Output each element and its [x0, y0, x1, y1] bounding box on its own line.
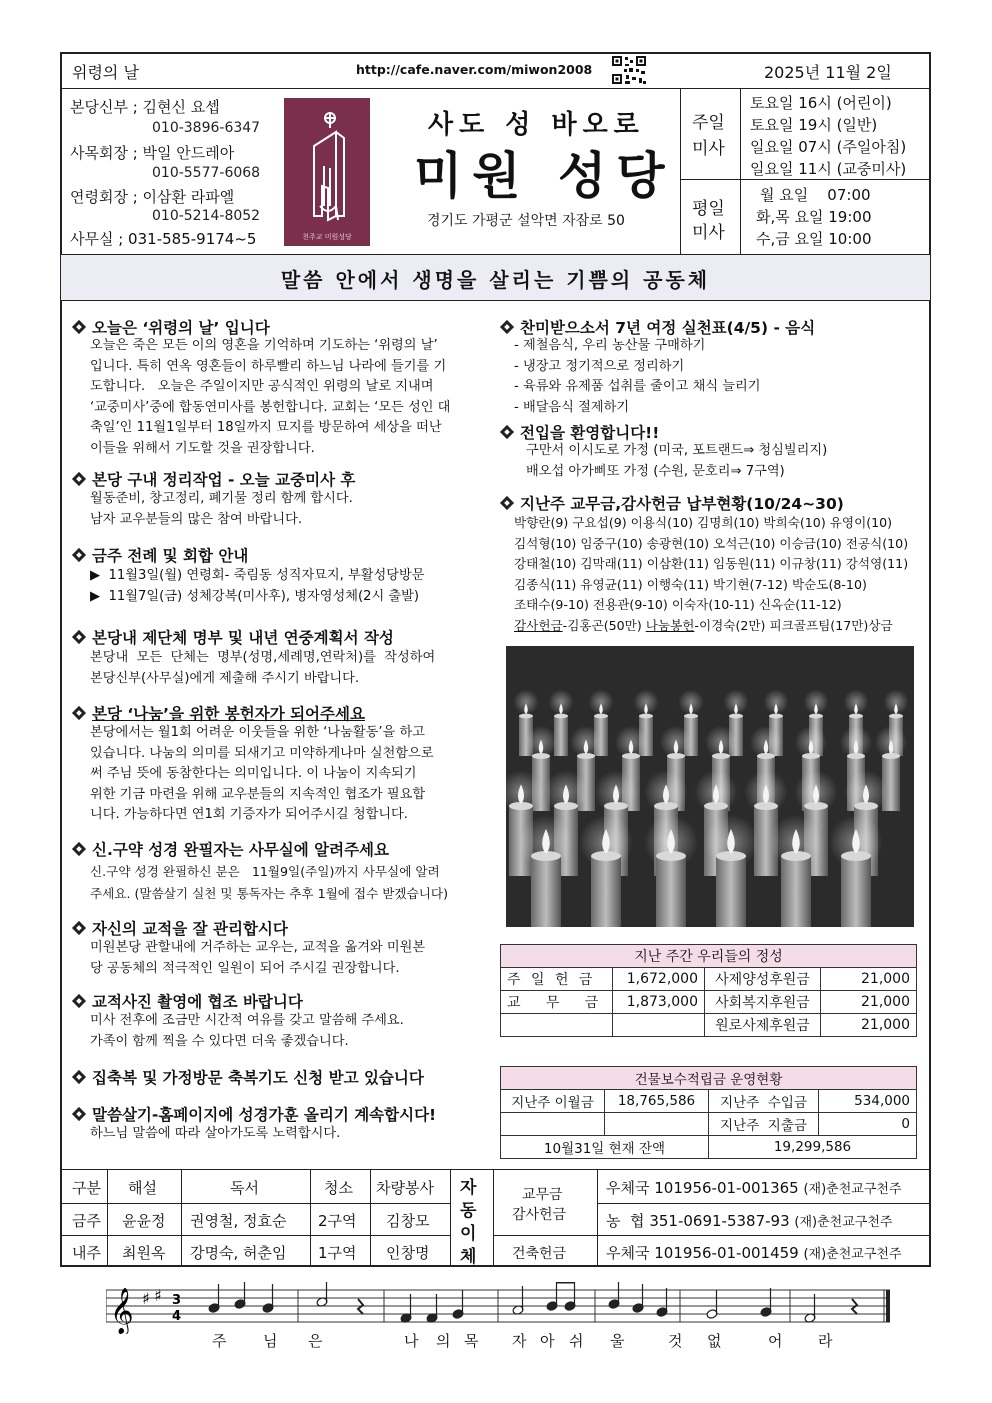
diamond-bullet-icon	[72, 630, 86, 644]
lyric-syllable: 아	[540, 1332, 555, 1350]
lyric-syllable: 라	[818, 1332, 833, 1350]
duty-header: 독서	[230, 1179, 259, 1197]
section-body: 구만서 이시도로 가정 (미국, 포트랜드⇒ 청심빌리지) 배오섭 아가삐또 가정 (수원, 문호리⇒ 7구역)	[526, 443, 828, 479]
candle-icon	[531, 856, 561, 927]
duty-cell: 권영철, 정효순	[190, 1212, 287, 1230]
table-row: 교 무 금 1,873,000 사회복지후원금 21,000	[501, 991, 917, 1014]
lyric-syllable: 울	[610, 1332, 625, 1350]
diamond-bullet-icon	[72, 921, 86, 935]
bulletin-date: 2025년 11월 2일	[764, 63, 892, 82]
offering-table	[500, 944, 917, 1037]
lyric-syllable: 쉬	[569, 1332, 584, 1350]
divider	[680, 88, 681, 254]
duty-cell: 윤윤정	[122, 1212, 166, 1230]
church-address: 경기도 가평군 설악면 자잠로 50	[427, 213, 625, 229]
qr-code-icon	[611, 55, 647, 85]
section-body: 하느님 말씀에 따라 살아가도록 노력합시다.	[90, 1126, 341, 1141]
duty-cell: 1구역	[318, 1244, 357, 1262]
table-row: 원로사제후원금 21,000	[501, 1014, 917, 1037]
table-row: 주 일 헌 금 1,672,000 사제양성후원금 21,000	[501, 968, 917, 991]
section-title: 지난주 교무금,감사헌금 납부현황(10/24~30)	[502, 492, 844, 514]
banner-motto: 말씀 안에서 생명을 살리는 기쁨의 공동체	[280, 268, 711, 292]
contact-pastor-phone: 010-3896-6347	[152, 120, 261, 136]
auto-transfer-label: 자	[460, 1178, 477, 1198]
divider	[61, 300, 930, 301]
lyric-syllable: 어	[768, 1332, 783, 1350]
cafe-url[interactable]: http://cafe.naver.com/miwon2008	[356, 62, 593, 77]
time-signature-top: 3	[172, 1293, 182, 1308]
diamond-bullet-icon	[72, 842, 86, 856]
account-row: 농 협 351-0691-5387-93 (재)춘천교구천주	[606, 1212, 893, 1230]
section-body: 월동준비, 창고정리, 폐기물 정리 함께 합시다. 남자 교우분들의 많은 참여 바랍니다.	[90, 491, 353, 527]
sharp-icon: ♯	[154, 1286, 162, 1305]
candle-icon	[591, 856, 621, 927]
lyric-syllable: 은	[308, 1332, 323, 1350]
divider	[61, 1203, 450, 1204]
contact-office: 사무실 ; 031-585-9174~5	[70, 230, 257, 248]
candle-icon	[716, 856, 746, 927]
diamond-bullet-icon	[500, 496, 514, 510]
section-title: 본당내 제단체 명부 및 내년 연중계획서 작성	[74, 626, 394, 648]
contact-council-phone: 010-5577-6068	[152, 165, 261, 181]
diamond-bullet-icon	[72, 548, 86, 562]
weekday-mass-label: 미사	[692, 223, 725, 243]
section-body: 미사 전후에 조금만 시간적 여유를 갖고 말씀해 주세요. 가족이 함께 찍을 수 있다면 더욱 좋겠습니다.	[90, 1013, 404, 1049]
church-emblem	[284, 98, 370, 246]
lyric-syllable: 것	[668, 1332, 683, 1350]
diamond-bullet-icon	[72, 994, 86, 1008]
auto-transfer-label: 동	[460, 1201, 477, 1221]
lyric-syllable: 자	[512, 1332, 527, 1350]
candle-icon	[781, 856, 811, 927]
account-row: 우체국 101956-01-001459 (재)춘천교구천주	[606, 1244, 902, 1262]
section-body: 본당내 모든 단체는 명부(성명,세례명,연락처)를 작성하여 본당신부(사무실)에게 제출해 주시기 바랍니다.	[90, 650, 436, 686]
section-title: 금주 전례 및 회합 안내	[74, 544, 248, 566]
duty-header: 해설	[128, 1179, 157, 1197]
account-label: 감사헌금	[512, 1207, 567, 1223]
divider	[370, 1169, 371, 1266]
candles-image	[506, 646, 914, 927]
sunday-mass-time: 토요일 19시 (일반)	[750, 116, 878, 134]
section-body: 본당에서는 월1회 어려운 이웃들을 위한 ‘나눔활동’을 하고 있습니다. 나눔의 의미를 되새기고 미약하게나마 실천함으로 써 주님 뜻에 동참한다는 의미입니다. 이 나눔이 지속되기 위한 기금 마련을 위해 교우분들의 지속적인 협조가 필요합 니다. 가능하다면 연1회 기증자가 되어주시길 청합니다.	[90, 725, 434, 822]
section-title: 본당 ‘나눔’을 위한 봉헌자가 되어주세요	[74, 702, 365, 724]
divider	[680, 179, 930, 180]
contact-council-president: 사목회장 ; 박일 안드레아	[70, 144, 235, 162]
duty-cell: 강명숙, 허춘임	[190, 1244, 287, 1262]
candle-icon	[656, 856, 686, 927]
divider	[597, 1169, 598, 1266]
divider	[61, 1169, 930, 1170]
sunday-mass-time: 일요일 11시 (교중미사)	[750, 160, 907, 178]
divider	[181, 1169, 182, 1266]
lyric-syllable: 없	[707, 1332, 722, 1350]
account-label: 교무금	[522, 1187, 563, 1203]
section-title: 본당 구내 정리작업 - 오늘 교중미사 후	[74, 468, 355, 490]
church-name: 미원 성당	[414, 146, 675, 205]
time-signature-bottom: 4	[172, 1309, 182, 1324]
weekday-mass-label: 평일	[692, 199, 725, 219]
emblem-caption: 천주교 미원성당	[302, 233, 352, 241]
lyric-syllable: 주	[212, 1332, 227, 1350]
duty-cell: 내주	[72, 1244, 101, 1262]
section-title: 말씀살기-홈페이지에 성경가훈 올리기 계속합시다!	[74, 1103, 436, 1125]
divider	[740, 88, 741, 254]
duty-cell: 김창모	[386, 1212, 430, 1230]
building-table-title: 건물보수적립금 운영현황	[501, 1067, 917, 1090]
candle-icon	[554, 716, 568, 756]
section-body: 신.구약 성경 완필하신 분은 11월9일(주일)까지 사무실에 알려 주세요. (말씀살기 실천 및 통독자는 추후 1월에 접수 받겠습니다)	[90, 864, 449, 901]
candle-icon	[841, 856, 871, 927]
section-body: - 제철음식, 우리 농산물 구매하기 - 냉장고 정기적으로 정리하기 - 육류와 유제품 섭취를 줄이고 채식 늘리기 - 배달음식 절제하기	[514, 338, 761, 415]
diamond-bullet-icon	[72, 706, 86, 720]
diamond-bullet-icon	[72, 472, 86, 486]
duty-cell: 최원옥	[122, 1244, 166, 1262]
diamond-bullet-icon	[72, 320, 86, 334]
diamond-bullet-icon	[500, 425, 514, 439]
section-body: 미원본당 관할내에 거주하는 교우는, 교적을 옮겨와 미원본 당 공동체의 적극적인 일원이 되어 주시길 권장합니다.	[90, 940, 426, 976]
section-body: 오늘은 죽은 모든 이의 영혼을 기억하며 기도하는 ‘위령의 날’ 입니다. 특히 연옥 영혼들이 하루빨리 하느님 나라에 들기를 기 도합니다. 오늘은 주일이지만 공식적인 위령의 날로 지내며 ‘교중미사’중에 합동연미사를 봉헌합니다. 교회는 ‘모든 성인 대 축일’인 11월1일부터 18일까지 묘지를 방문하여 세상을 떠난 이들을 위해서 기도할 것을 권장합니다.	[90, 338, 451, 456]
weekday-mass-time: 월 요일 07:00	[760, 186, 871, 204]
day-title: 위령의 날	[72, 63, 139, 82]
sunday-mass-time: 토요일 16시 (어린이)	[750, 94, 892, 112]
lyric-syllable: 나	[404, 1332, 419, 1350]
divider	[493, 1169, 494, 1266]
sunday-mass-label: 미사	[692, 139, 725, 159]
contact-funeral-president: 연령회장 ; 이삼환 라파엘	[70, 188, 235, 206]
offering-table-title: 지난 주간 우리들의 정성	[501, 945, 917, 968]
diamond-bullet-icon	[72, 1107, 86, 1121]
divider	[107, 1169, 108, 1266]
section-title: 집축복 및 가정방문 축복기도 신청 받고 있습니다	[74, 1066, 424, 1088]
diamond-bullet-icon	[500, 320, 514, 334]
section-title: 교적사진 촬영에 협조 바랍니다	[74, 990, 303, 1012]
church-building-icon	[284, 98, 370, 246]
auto-transfer-label: 이	[460, 1224, 477, 1244]
account-row: 우체국 101956-01-001365 (재)춘천교구천주	[606, 1179, 902, 1197]
church-subtitle: 사도 성 바오로	[428, 110, 645, 140]
section-title: 전입을 환영합니다!!	[502, 421, 659, 443]
divider	[310, 1169, 311, 1266]
duty-cell: 인창명	[386, 1244, 430, 1262]
table-row: 지난주 이월금 18,765,586 지난주 수입금 534,000	[501, 1090, 917, 1113]
weekday-mass-time: 화,목 요일 19:00	[756, 208, 872, 226]
divider	[61, 88, 930, 89]
duty-header: 청소	[324, 1179, 353, 1197]
divider	[493, 1235, 930, 1236]
sunday-mass-time: 일요일 07시 (주일아침)	[750, 138, 907, 156]
weekday-mass-time: 수,금 요일 10:00	[756, 230, 872, 248]
diamond-bullet-icon	[72, 1070, 86, 1084]
section-title: 신.구약 성경 완필자는 사무실에 알려주세요	[74, 838, 389, 860]
lyric-syllable: 님	[263, 1332, 278, 1350]
music-staff	[106, 1282, 896, 1334]
contact-pastor: 본당신부 ; 김현신 요셉	[70, 98, 220, 116]
divider	[61, 1235, 450, 1236]
divider	[450, 1169, 451, 1266]
divider	[597, 1203, 930, 1204]
table-row: 지난주 지출금 0	[501, 1113, 917, 1136]
duty-header: 구분	[72, 1179, 101, 1197]
section-title: 자신의 교적을 잘 관리합시다	[74, 917, 288, 939]
duty-cell: 금주	[72, 1212, 101, 1230]
section-title: 오늘은 ‘위령의 날’ 입니다	[74, 316, 270, 338]
lyric-syllable: 목	[464, 1332, 479, 1350]
auto-transfer-label: 체	[460, 1247, 477, 1267]
section-title: 찬미받으소서 7년 여정 실천표(4/5) - 음식	[502, 316, 815, 338]
account-label: 건축헌금	[512, 1246, 567, 1262]
duty-header: 차량봉사	[376, 1179, 434, 1197]
lyric-syllable: 의	[436, 1332, 451, 1350]
section-body: ▶ 11월3일(월) 연령회- 죽림동 성직자묘지, 부활성당방문 ▶ 11월7일(금) 성체강복(미사후), 병자영성체(2시 출발)	[90, 568, 425, 604]
sunday-mass-label: 주일	[692, 113, 725, 133]
section-body: 박향란(9) 구요섭(9) 이용식(10) 김명희(10) 박희숙(10) 유영이(10) 김석형(10) 임중구(10) 송광현(10) 오석근(10) 이승금(10) 전공식(10) 강태철(10) 김막래(11) 이삼환(11) 임동원(11) 이규창(11) 강석영(11) 김종식(11) 유영균(11) 이행숙(11) 박기현(7-12) 박순도(8-10) 조태수(9-10) 전용관(9-10) 이숙자(10-11) 신옥순(11-12) 감사헌금-김홍곤(50만) 나눔봉헌-이경숙(2만) 피크골프팀(17만)상금	[514, 515, 909, 633]
table-row: 10월31일 현재 잔액 19,299,586	[501, 1136, 917, 1159]
sharp-icon: ♯	[142, 1289, 150, 1308]
building-fund-table	[500, 1066, 917, 1159]
duty-cell: 2구역	[318, 1212, 357, 1230]
treble-clef-icon: 𝄞	[110, 1288, 134, 1334]
contact-funeral-phone: 010-5214-8052	[152, 208, 261, 224]
